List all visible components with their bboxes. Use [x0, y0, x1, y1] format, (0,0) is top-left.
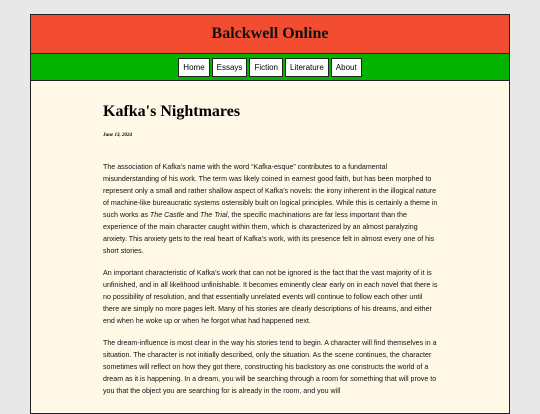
nav-item-home[interactable]: Home: [178, 58, 209, 77]
book-title-the-castle: The Castle: [149, 211, 185, 219]
article-paragraph: [103, 161, 438, 257]
nav-item-fiction[interactable]: Fiction: [249, 58, 283, 77]
article-paragraph: The dream-influence is most clear in the way his stories tend to begin. A character will find themselves in a situation. The character is not initially described, only the situation. As the scene continues, the character sometimes will reflect on how they got there, constructing his backstory as one constructs the world of a dream as it is happening. In a dream, you will be searching through a room for something that will prove to you that the object you are searching for is already in the room, and you will: [103, 339, 437, 395]
main-nav: [31, 54, 509, 81]
paragraph-text: and: [184, 211, 201, 219]
nav-item-about[interactable]: About: [331, 58, 362, 77]
paragraph-text: The association of Kafka’s name with the word “Kafka-esque” contributes to a fundamental misunderstanding of his work. The term was likely coined in earnest good faith, but has been morphed to represent only a small and rather shallow aspect of Kafka’s novels: the irony inherent in the illogical nature of machine-like bureaucratic systems ostensibly built on logical principles. While this is certainly a theme in such works as: [103, 163, 438, 219]
article-title: Kafka's Nightmares: [103, 103, 241, 120]
paragraph-text: , the specific machinations are far less important than the experience of the main character caught within them, which is characterized by an almost paralyzing anxiety. This anxiety gets to the real heart of Kafka’s work, with its presence felt in almost every one of his short stories.: [103, 211, 435, 255]
site-title[interactable]: Balckwell Online: [211, 25, 329, 42]
site-header: [31, 15, 509, 54]
page-container: [30, 14, 510, 414]
book-title-the-trial: The Trial: [200, 211, 228, 219]
article-paragraph: An important characteristic of Kafka’s work that can not be ignored is the fact that the vast majority of it is unfinished, and in all likelihood unfinishable. It becomes eminently clear early on in each novel that there is no possibility of resolution, and that essentially unrelated events will continue to follow each other until there are simply no more pages left. Many of his stories are clearly descriptions of his dreams, and either end when he woke up or when he forgot what had happened next.: [103, 269, 438, 325]
nav-item-literature[interactable]: Literature: [285, 58, 329, 77]
nav-item-essays[interactable]: Essays: [212, 58, 248, 77]
article-date: June 13, 2024: [103, 133, 133, 138]
article-content: [31, 81, 509, 397]
